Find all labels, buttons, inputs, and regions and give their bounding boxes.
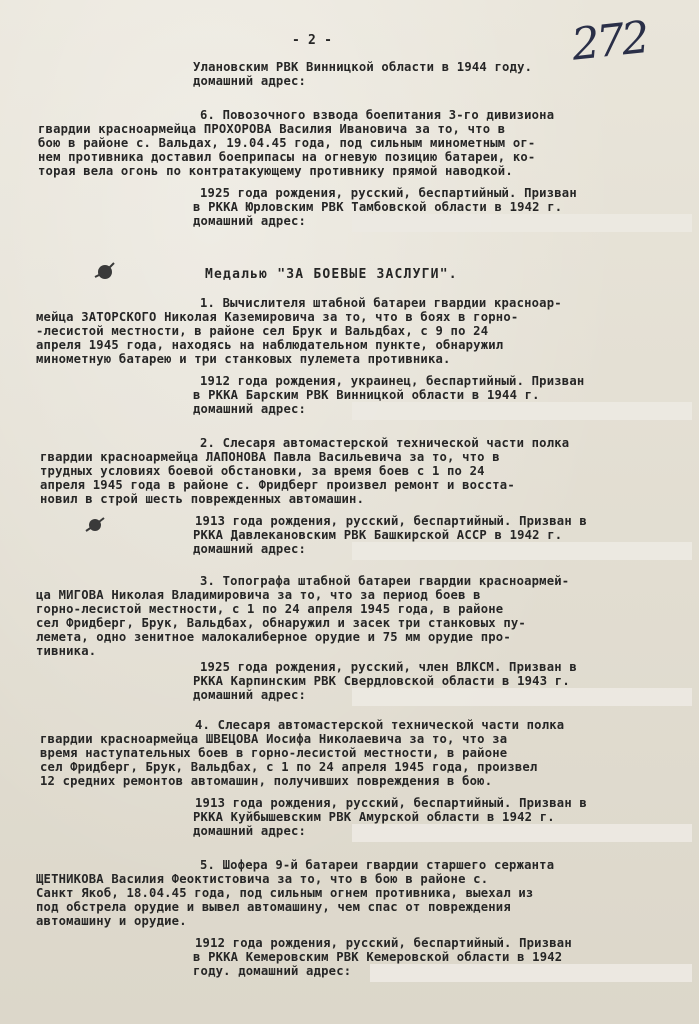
text-line: домашний адрес: bbox=[193, 402, 307, 416]
text-line: в РККА Кемеровским РВК Кемеровской области в 1942 bbox=[193, 950, 563, 964]
text-line: гвардии красноармейца ЛАПОНОВА Павла Васильевича за то, что в bbox=[40, 450, 500, 464]
text-line: 1912 года рождения, украинец, беспартийный. Призван bbox=[200, 374, 585, 388]
pin-hole-icon bbox=[82, 512, 108, 538]
text-line: гвардии красноармейца ШВЕЦОВА Иосифа Николаевича за то, что за bbox=[40, 732, 508, 746]
text-line: 2. Слесаря автомастерской технической части полка bbox=[200, 436, 570, 450]
text-line: в РККА Юрловским РВК Тамбовской области в 1942 г. bbox=[193, 200, 563, 214]
redaction-block bbox=[370, 964, 692, 982]
text-line: торая вела огонь по контратакующему противнику прямой наводкой. bbox=[38, 164, 513, 178]
text-line: году. домашний адрес: bbox=[193, 964, 352, 978]
text-line: тивника. bbox=[36, 644, 97, 658]
text-line: нем противника доставил боеприпасы на огневую позицию батареи, ко- bbox=[38, 150, 536, 164]
text-line: 1925 года рождения, русский, член ВЛКСМ. Призван в bbox=[200, 660, 577, 674]
text-line: РККА Карпинским РВК Свердловской области в 1943 г. bbox=[193, 674, 570, 688]
text-line: 1925 года рождения, русский, беспартийный. Призван bbox=[200, 186, 577, 200]
text-line: 3. Топографа штабной батареи гвардии красноармей- bbox=[200, 574, 570, 588]
text-line: апреля 1945 года в районе с. Фридберг произвел ремонт и восста- bbox=[40, 478, 515, 492]
text-line: -лесистой местности, в районе сел Брук и Вальдбах, с 9 по 24 bbox=[36, 324, 489, 338]
text-line: мейца ЗАТОРСКОГО Николая Каземировича за то, что в боях в горно- bbox=[36, 310, 519, 324]
text-line: Улановским РВК Винницкой области в 1944 году. bbox=[193, 60, 533, 74]
text-line: 12 средних ремонтов автомашин, получивших повреждения в бою. bbox=[40, 774, 493, 788]
text-line: сел Фридберг, Брук, Вальдбах, обнаружил и засек три станковых пу- bbox=[36, 616, 526, 630]
text-line: 6. Повозочного взвода боепитания 3-го дивизиона bbox=[200, 108, 555, 122]
redaction-block bbox=[352, 824, 692, 842]
section-heading: Медалью "ЗА БОЕВЫЕ ЗАСЛУГИ". bbox=[205, 268, 458, 282]
text-line: 1913 года рождения, русский, беспартийный. Призван в bbox=[195, 514, 587, 528]
text-line: 1. Вычислителя штабной батареи гвардии красноар- bbox=[200, 296, 562, 310]
text-line: 5. Шофера 9-й батареи гвардии старшего сержанта bbox=[200, 858, 555, 872]
page-number: - 2 - bbox=[292, 34, 333, 48]
text-line: новил в строй шесть поврежденных автомашин. bbox=[40, 492, 365, 506]
text-line: апреля 1945 года, находясь на наблюдательном пункте, обнаружил bbox=[36, 338, 504, 352]
text-line: домашний адрес: bbox=[193, 688, 307, 702]
redaction-block bbox=[352, 402, 692, 420]
text-line: домашний адрес: bbox=[193, 824, 307, 838]
text-line: РККА Давлекановским РВК Башкирской АССР в 1942 г. bbox=[193, 528, 563, 542]
text-line: бою в районе с. Вальдах, 19.04.45 года, под сильным минометным ог- bbox=[38, 136, 536, 150]
text-line: домашний адрес: bbox=[193, 214, 307, 228]
archive-handwritten-number: 272 bbox=[569, 12, 650, 71]
text-line: минометную батарею и три станковых пулемета противника. bbox=[36, 352, 451, 366]
text-line: домашний адрес: bbox=[193, 74, 307, 88]
text-line: время наступательных боев в горно-лесистой местности, в районе bbox=[40, 746, 508, 760]
text-line: под обстрела орудие и вывел автомашину, чем спас от повреждения bbox=[36, 900, 511, 914]
text-line: 1912 года рождения, русский, беспартийный. Призван bbox=[195, 936, 572, 950]
pin-hole-icon bbox=[92, 259, 118, 285]
text-line: домашний адрес: bbox=[193, 542, 307, 556]
text-line: лемета, одно зенитное малокалиберное орудие и 75 мм орудие про- bbox=[36, 630, 511, 644]
text-line: сел Фридберг, Брук, Вальдбах, с 1 по 24 апреля 1945 года, произвел bbox=[40, 760, 538, 774]
text-line: 4. Слесаря автомастерской технической части полка bbox=[195, 718, 565, 732]
redaction-block bbox=[352, 542, 692, 560]
text-line: трудных условиях боевой обстановки, за время боев с 1 по 24 bbox=[40, 464, 485, 478]
redaction-block bbox=[352, 688, 692, 706]
text-line: горно-лесистой местности, с 1 по 24 апреля 1945 года, в районе bbox=[36, 602, 504, 616]
text-line: гвардии красноармейца ПРОХОРОВА Василия Ивановича за то, что в bbox=[38, 122, 506, 136]
text-line: ЩЕТНИКОВА Василия Феоктистовича за то, что в бою в районе с. bbox=[36, 872, 489, 886]
text-line: ца МИГОВА Николая Владимировича за то, что за период боев в bbox=[36, 588, 481, 602]
text-line: автомашину и орудие. bbox=[36, 914, 187, 928]
text-line: Санкт Якоб, 18.04.45 года, под сильным огнем противника, выехал из bbox=[36, 886, 534, 900]
redaction-block bbox=[352, 214, 692, 232]
text-line: РККА Куйбышевским РВК Амурской области в 1942 г. bbox=[193, 810, 555, 824]
text-line: в РККА Барским РВК Винницкой области в 1944 г. bbox=[193, 388, 540, 402]
text-line: 1913 года рождения, русский, беспартийный. Призван в bbox=[195, 796, 587, 810]
